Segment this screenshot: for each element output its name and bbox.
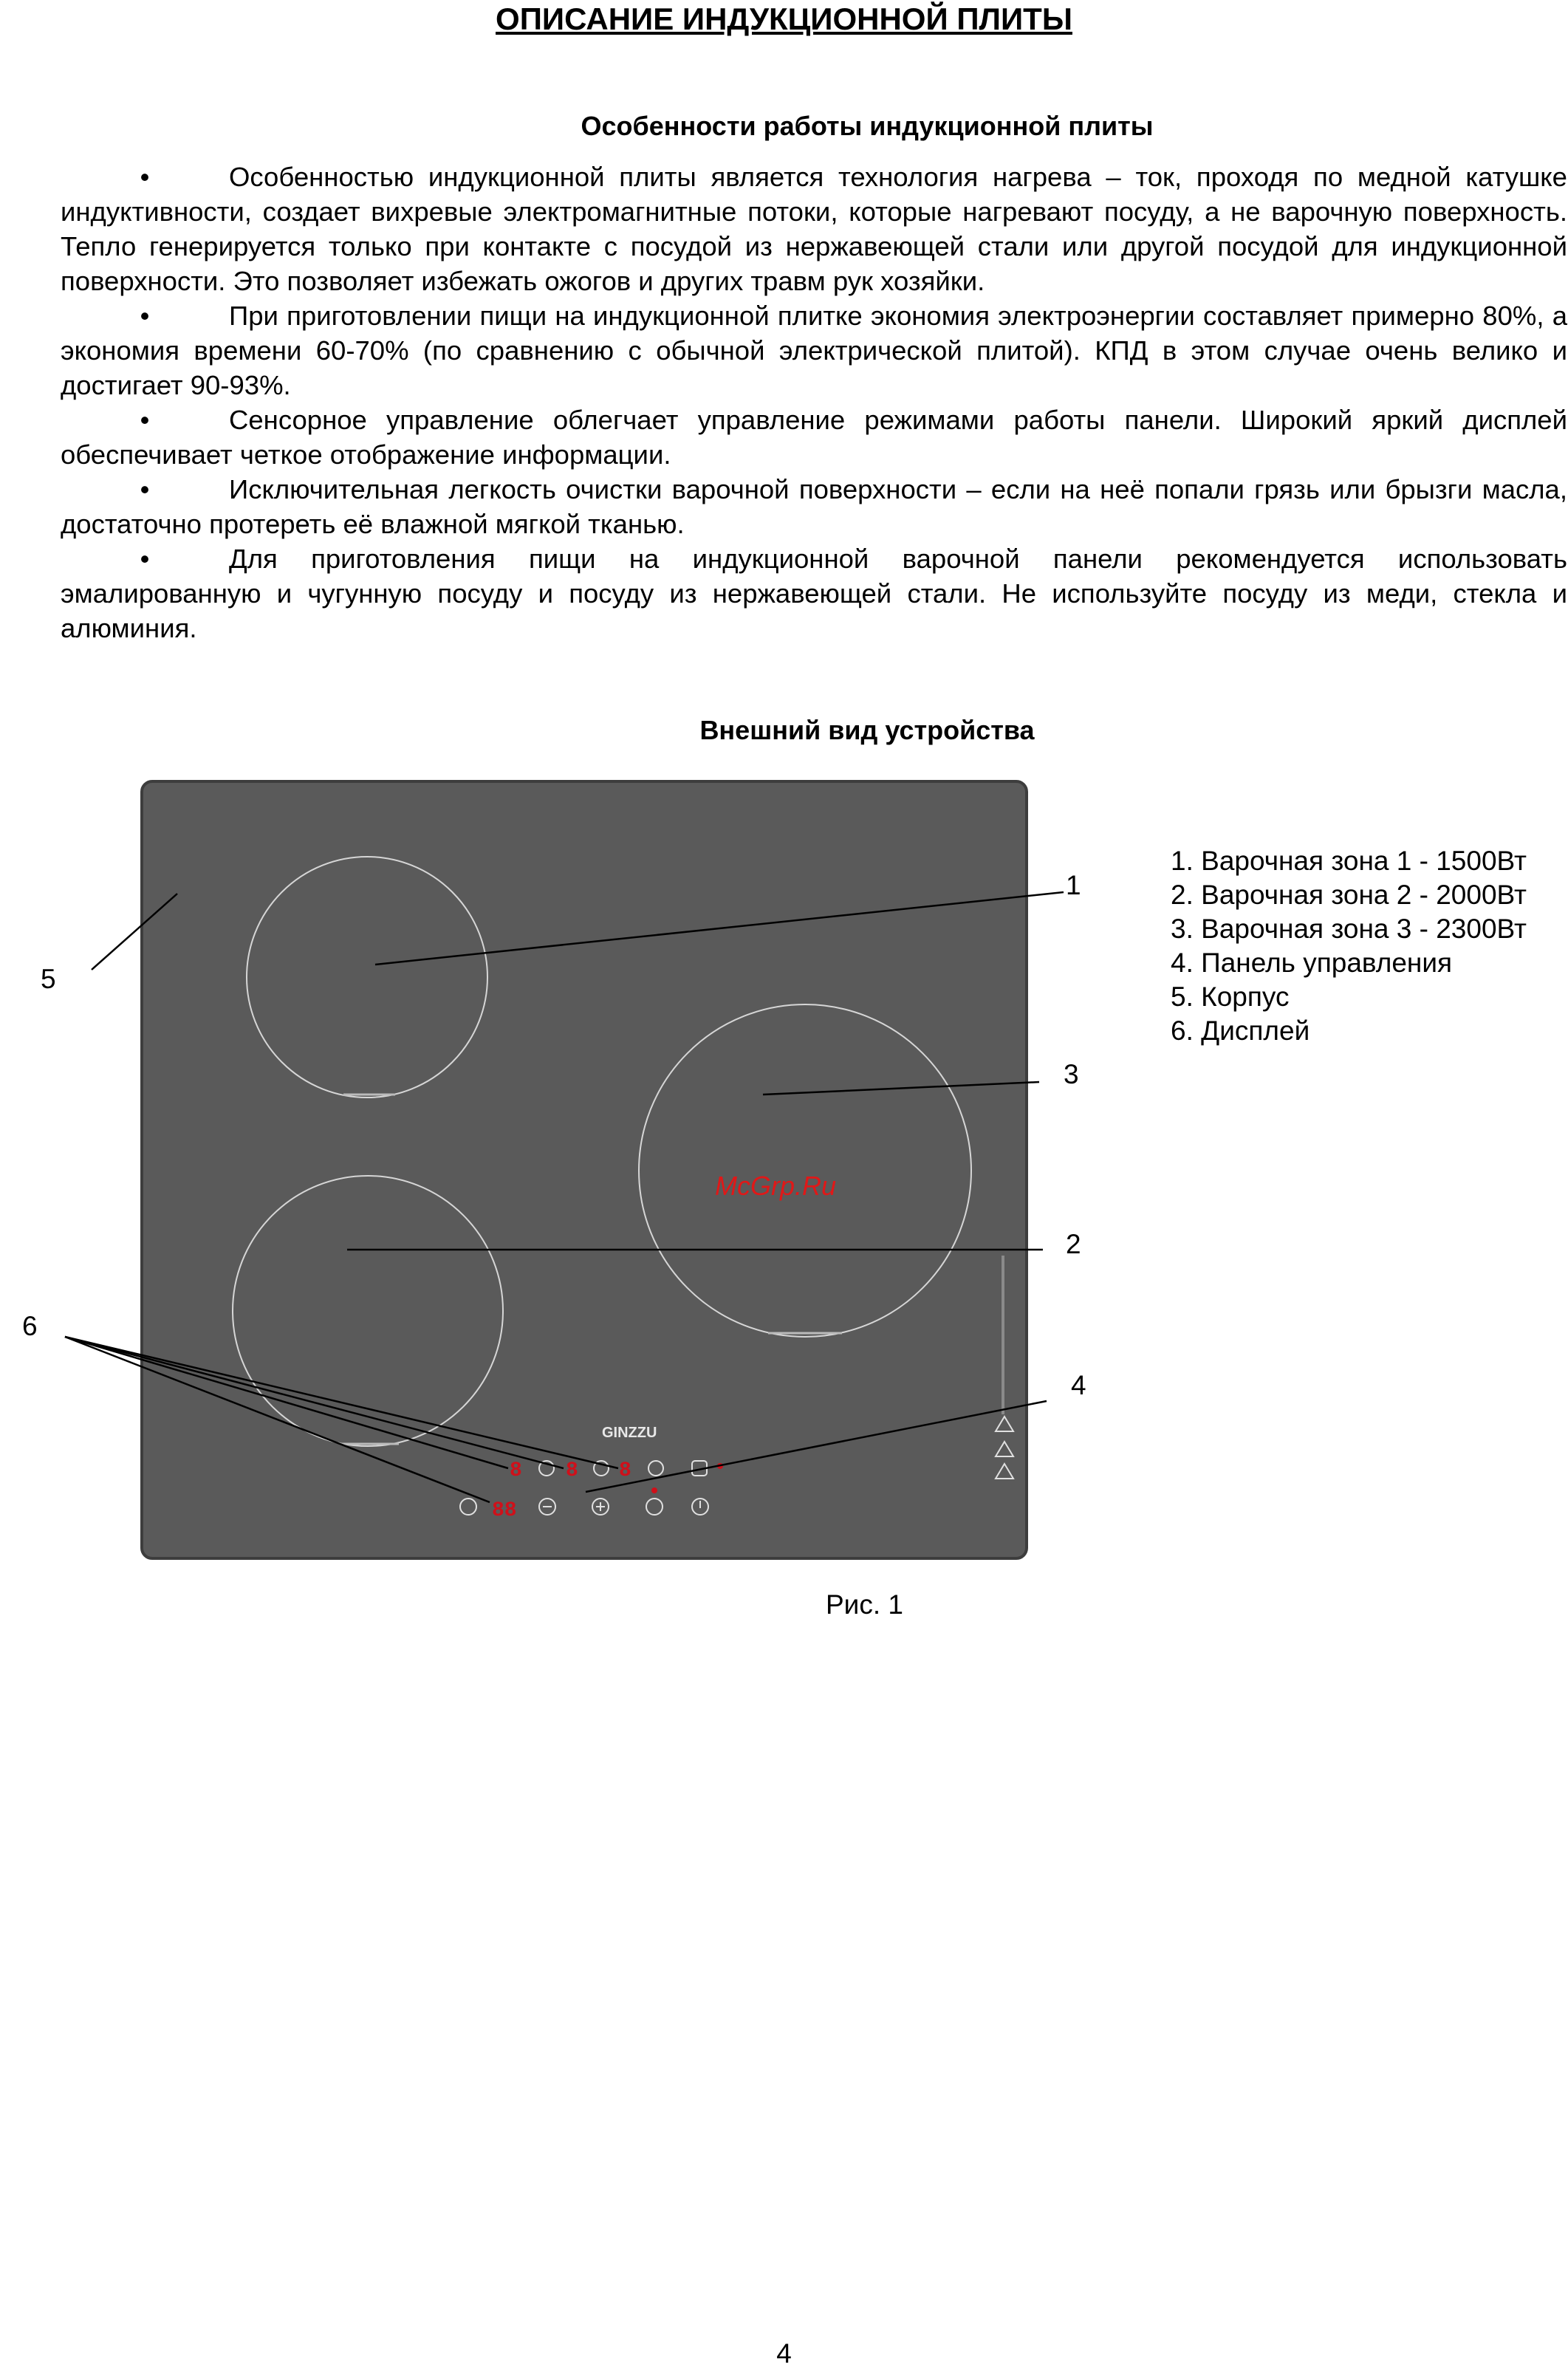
page-number: 4 xyxy=(776,2338,792,2369)
zone-display-1: 8 xyxy=(510,1459,522,1482)
legend-item: 6. Дисплей xyxy=(1171,1016,1310,1046)
list-item: • Для приготовления пищи на индукционной варочной панели рекомендуется использовать эмалированную и чугунную посуду и посуду из нержавеющей стали. Не используйте посуду из меди, стекла и алюминия. xyxy=(61,541,1567,646)
watermark: McGrp.Ru xyxy=(715,1171,837,1201)
legend-item: 5. Корпус xyxy=(1171,982,1290,1012)
list-item: • Сенсорное управление облегчает управление режимами работы панели. Широкий яркий дисплей обеспечивает четкое отображение информации. xyxy=(61,403,1567,472)
brand-logo: GINZZU xyxy=(602,1425,657,1441)
legend-item: 2. Варочная зона 2 - 2000Вт xyxy=(1171,880,1527,910)
figure-caption: Рис. 1 xyxy=(826,1589,903,1620)
zone-display-2: 8 xyxy=(566,1459,578,1482)
timer-display: 88 xyxy=(492,1499,517,1522)
list-item: • При приготовлении пищи на индукционной плитке экономия электроэнергии составляет примерно 80%, а экономия времени 60-70% (по сравнению с обычной электрической плитой). КПД в этом случае очень велико и достигает 90-93%. xyxy=(61,298,1567,403)
callout-4: 4 xyxy=(1071,1370,1086,1400)
bullet-icon: • xyxy=(140,162,150,192)
zone-display-3: 8 xyxy=(619,1459,631,1482)
legend-item: 4. Панель управления xyxy=(1171,948,1453,978)
page-title: ОПИСАНИЕ ИНДУКЦИОННОЙ ПЛИТЫ xyxy=(496,1,1072,36)
appearance-heading: Внешний вид устройства xyxy=(699,715,1035,745)
features-heading: Особенности работы индукционной плиты xyxy=(581,111,1154,141)
callout-3: 3 xyxy=(1064,1059,1079,1089)
legend-item: 3. Варочная зона 3 - 2300Вт xyxy=(1171,914,1527,944)
callout-2: 2 xyxy=(1066,1229,1081,1259)
bullet-icon: • xyxy=(140,405,150,435)
legend-item: 1. Варочная зона 1 - 1500Вт xyxy=(1171,846,1527,876)
cooktop-body xyxy=(142,781,1027,1558)
callout-5: 5 xyxy=(41,964,56,994)
bullet-icon: • xyxy=(140,474,150,504)
list-item: • Особенностью индукционной плиты является технология нагрева – ток, проходя по медной катушке индуктивности, создает вихревые электромагнитные потоки, которые нагревают посуду, а не варочную поверхность. Тепло генерируется только при контакте с посудой из нержавеющей стали или другой посудой для индукционной поверхности. Это позволяет избежать ожогов и других травм рук хозяйки. xyxy=(61,160,1567,298)
bullet-icon: • xyxy=(140,544,150,574)
callout-1: 1 xyxy=(1066,870,1081,900)
callout-6: 6 xyxy=(22,1311,38,1341)
legend xyxy=(1171,844,1527,1048)
indicator-led xyxy=(651,1487,657,1493)
bullet-icon: • xyxy=(140,301,150,331)
list-item: • Исключительная легкость очистки варочной поверхности – если на неё попали грязь или брызги масла, достаточно протереть её влажной мягкой тканью. xyxy=(61,472,1567,541)
